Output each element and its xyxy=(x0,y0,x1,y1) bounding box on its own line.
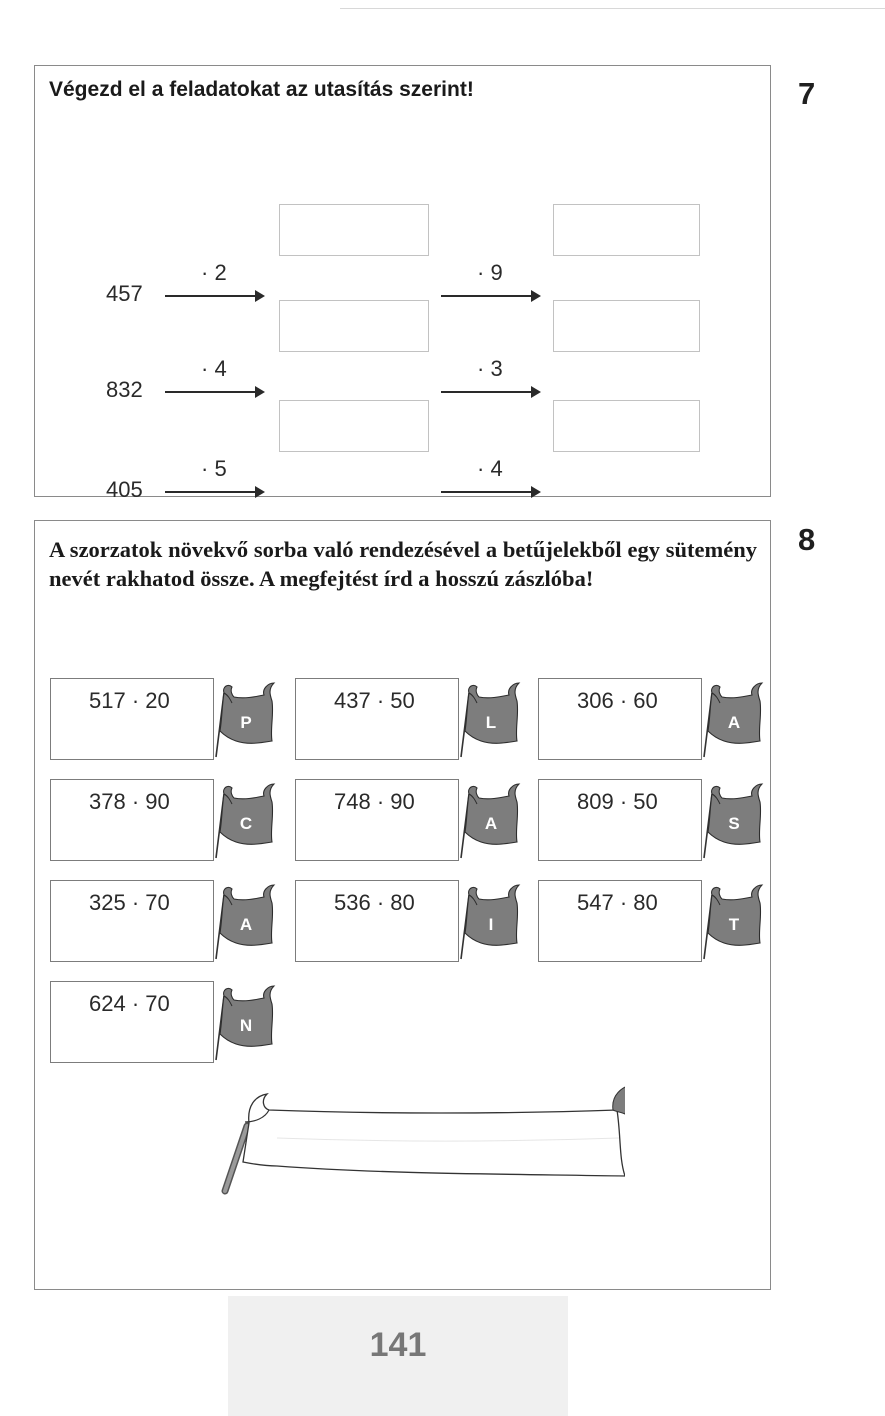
product-expression: 306 · 60 xyxy=(577,688,658,713)
flag-letter: A xyxy=(484,814,498,833)
pennant-flag-icon xyxy=(210,782,276,862)
product-card xyxy=(50,880,214,962)
product-card xyxy=(538,678,702,760)
arrow-icon xyxy=(441,295,539,297)
start-number: 457 xyxy=(106,281,143,306)
product-expression: 624 · 70 xyxy=(89,991,170,1016)
flag-letter: C xyxy=(239,814,253,833)
flag-letter: I xyxy=(488,915,494,934)
product-card xyxy=(50,678,214,760)
product-expression: 517 · 20 xyxy=(89,688,170,713)
flag-letter: T xyxy=(728,915,740,934)
pennant-flag-icon xyxy=(455,782,521,862)
operator-2: · 9 xyxy=(477,260,503,285)
page-number: 141 xyxy=(369,1326,427,1364)
chain-row-3 xyxy=(35,456,770,522)
arrow-icon xyxy=(441,491,539,493)
flag-letter: S xyxy=(728,814,740,833)
flag-letter: A xyxy=(727,713,741,732)
arrow-icon xyxy=(165,491,263,493)
pennant-flag-icon xyxy=(455,883,521,963)
product-expression: 378 · 90 xyxy=(89,789,170,814)
product-expression: 547 · 80 xyxy=(577,890,658,915)
flag-letter: N xyxy=(239,1016,253,1035)
pennant-flag-icon xyxy=(698,681,764,761)
flag-letter: L xyxy=(485,713,497,732)
top-rule xyxy=(340,8,885,9)
pennant-flag-icon xyxy=(698,782,764,862)
pennant-flag-icon xyxy=(210,883,276,963)
pennant-flag-icon xyxy=(455,681,521,761)
answer-box-1[interactable] xyxy=(279,204,429,256)
start-number: 405 xyxy=(106,477,143,502)
arrow-icon xyxy=(165,391,263,393)
pennant-flag-icon xyxy=(698,883,764,963)
answer-box-2[interactable] xyxy=(553,204,700,256)
product-expression: 325 · 70 xyxy=(89,890,170,915)
product-expression: 536 · 80 xyxy=(334,890,415,915)
product-card xyxy=(538,779,702,861)
banner-flag-icon[interactable] xyxy=(185,1066,625,1206)
answer-box-1[interactable] xyxy=(279,400,429,452)
answer-box-1[interactable] xyxy=(279,300,429,352)
product-expression: 809 · 50 xyxy=(577,789,658,814)
task-8-box xyxy=(34,520,771,1290)
flag-letter: P xyxy=(240,713,252,732)
task-7-instruction: Végezd el a feladatokat az utasítás szerint! xyxy=(49,78,474,101)
pennant-flag-icon xyxy=(210,681,276,761)
product-card xyxy=(50,779,214,861)
product-card xyxy=(295,678,459,760)
answer-box-2[interactable] xyxy=(553,400,700,452)
pennant-flag-icon xyxy=(210,984,276,1064)
product-card xyxy=(295,779,459,861)
arrow-icon xyxy=(441,391,539,393)
operator-1: · 5 xyxy=(201,456,227,481)
start-number: 832 xyxy=(106,377,143,402)
task-8-number: 8 xyxy=(798,522,816,557)
product-card xyxy=(50,981,214,1063)
product-expression: 437 · 50 xyxy=(334,688,415,713)
product-card xyxy=(538,880,702,962)
task-8-instruction: A szorzatok növekvő sorba való rendezésével a betűjelekből egy sütemény nevét rakhatod össze. A megfejtést írd a hosszú zászlóba! xyxy=(49,537,757,591)
product-card xyxy=(295,880,459,962)
operator-1: · 4 xyxy=(201,356,227,381)
operator-2: · 4 xyxy=(477,456,503,481)
answer-box-2[interactable] xyxy=(553,300,700,352)
task-7-box xyxy=(34,65,771,502)
flag-letter: A xyxy=(239,915,253,934)
product-expression: 748 · 90 xyxy=(334,789,415,814)
arrow-icon xyxy=(165,295,263,297)
operator-1: · 2 xyxy=(201,260,227,285)
page-number-area xyxy=(228,1296,568,1416)
operator-2: · 3 xyxy=(477,356,503,381)
task-7-number: 7 xyxy=(798,76,816,111)
